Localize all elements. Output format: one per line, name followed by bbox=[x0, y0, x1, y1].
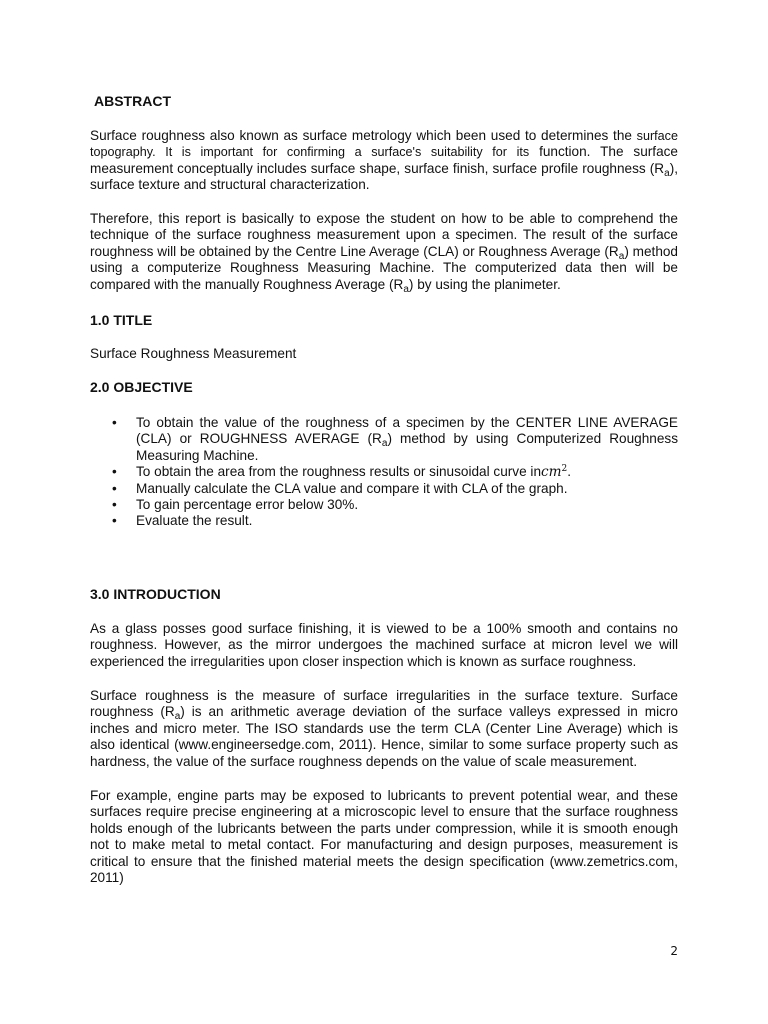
introduction-paragraph-2 bbox=[90, 688, 678, 770]
subscript-a: a bbox=[618, 250, 625, 262]
abstract-paragraph-1 bbox=[90, 128, 678, 194]
title-heading: 1.0 TITLE bbox=[90, 312, 153, 328]
introduction-paragraph-3: For example, engine parts may be exposed to lubricants to prevent potential wear, and these surfaces require precise engineering at a microscopic level to ensure that the surface roughness holds enough of the lubricants between the parts under compression, while it is smooth enough not to make metal to metal contact. For manufacturing and design purposes, measurement is critical to ensure that the finished material meets the design specification (www.zemetrics.com, 2011) bbox=[90, 788, 678, 886]
unit-exponent: 2 bbox=[561, 464, 568, 475]
objective-item-1 bbox=[90, 415, 678, 464]
subscript-a: a bbox=[664, 167, 670, 179]
objective-item-3-text: Manually calculate the CLA value and compare it with CLA of the graph. bbox=[136, 480, 568, 496]
abstract-p1-c: function. The surface measurement conceptually includes surface shape, surface finish, surface profile roughness (R bbox=[90, 144, 678, 176]
objective-item-5-text: Evaluate the result. bbox=[136, 513, 253, 529]
bullet: • bbox=[112, 497, 117, 513]
abstract-p2-a: Therefore, this report is basically to expose the student on how to be able to comprehend the technique of the surface roughness measurement upon a specimen. The result of the surface roughness will be obtained by the Centre Line Average (CLA) or Roughness Average (R bbox=[90, 211, 678, 259]
abstract-p2-b: ) method using a computerize Roughness Measuring Machine. The computerized data then will be compared with the manually Roughness Average (R bbox=[90, 243, 678, 292]
unit-cm: cm bbox=[541, 464, 562, 481]
objective-item-1-a: To obtain the value of the roughness of a specimen by the CENTER LINE AVERAGE (CLA) or ROUGHNESS AVERAGE (R bbox=[136, 415, 678, 447]
objective-item-2-end: . bbox=[567, 464, 572, 480]
introduction-heading: 3.0 INTRODUCTION bbox=[90, 586, 221, 602]
unit-cm-squared bbox=[541, 464, 567, 480]
subscript-a: a bbox=[403, 283, 409, 295]
objective-item-4-text: To gain percentage error below 30%. bbox=[136, 497, 359, 513]
objective-item-5 bbox=[90, 513, 678, 529]
introduction-p2-a: Surface roughness is the measure of surface irregularities in the surface texture. Surface roughness (R bbox=[90, 688, 678, 720]
introduction-p2-b: ) is an arithmetic average deviation of the surface valleys expressed in micro inches and micro meter. The ISO standards use the term CLA (Center Line Average) which is also identical (www.engineersedge.com, 2011). Hence, similar to some surface property such as hardness, the value of the surface roughness depends on the value of scale measurement. bbox=[90, 704, 678, 769]
objective-item-4 bbox=[90, 497, 678, 513]
objective-item-2-a: To obtain the area from the roughness results or sinusoidal curve in bbox=[136, 464, 542, 480]
abstract-p2-c: ) by using the planimeter. bbox=[408, 276, 561, 292]
objective-item-1-b: ) method by using Computerized Roughness Measuring Machine. bbox=[136, 431, 678, 463]
page-number: 2 bbox=[670, 944, 678, 958]
abstract-p1-b: surface topography. It is important for confirming a surface's suitability for its bbox=[90, 129, 678, 160]
objective-item-2 bbox=[90, 464, 678, 480]
subscript-a: a bbox=[381, 438, 388, 450]
bullet: • bbox=[112, 415, 117, 430]
objective-item-3 bbox=[90, 481, 678, 497]
subscript-a: a bbox=[174, 711, 181, 723]
bullet: • bbox=[112, 464, 117, 480]
objective-list bbox=[90, 415, 678, 530]
title-text: Surface Roughness Measurement bbox=[90, 346, 297, 361]
abstract-heading: ABSTRACT bbox=[94, 93, 171, 109]
introduction-paragraph-1: As a glass posses good surface finishing, it is viewed to be a 100% smooth and contains no roughness. However, as the mirror undergoes the machined surface at micron level we will experienced the irregularities upon closer inspection which is known as surface roughness. bbox=[90, 621, 678, 669]
bullet: • bbox=[112, 480, 117, 496]
abstract-p1-a: Surface roughness also known as surface metrology which been used to determines the bbox=[90, 128, 632, 143]
bullet: • bbox=[112, 513, 117, 529]
abstract-p1-d: ), surface texture and structural characterization. bbox=[90, 160, 678, 193]
objective-heading: 2.0 OBJECTIVE bbox=[90, 379, 193, 395]
abstract-paragraph-2 bbox=[90, 211, 678, 293]
